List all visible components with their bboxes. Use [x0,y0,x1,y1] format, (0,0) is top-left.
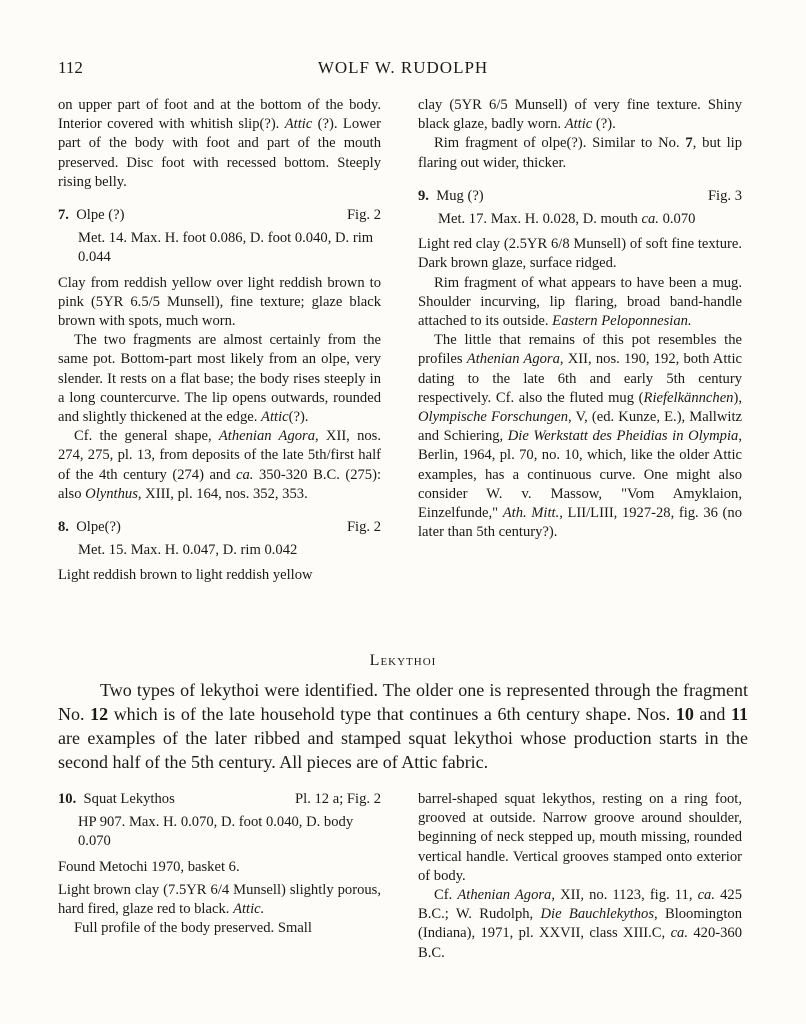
entry-10-description-cont: barrel-shaped squat lekythos, resting on a ring foot, grooved at outside. Narrow groove around shoulder, beginning of neck stepped up, mouth missing, rounded vertical handle. Vertical grooves stamped onto exterior of body. [418,791,742,884]
right-column [418,96,742,542]
entry-10-found: Found Metochi 1970, basket 6. [58,858,240,875]
entry-10-heading: 10. Squat Lekythos Pl. 12 a; Fig. 2 [58,790,381,809]
entry-8-meta: Met. 15. Max. H. 0.047, D. rim 0.042 [78,542,298,559]
entry-8-clay-start: Light reddish brown to light reddish yellow [58,567,313,584]
page-number: 112 [58,58,83,77]
bottom-left-column [58,790,381,938]
entry-7-meta: Met. 14. Max. H. foot 0.086, D. foot 0.040, D. rim 0.044 [78,230,374,266]
entry-10-meta: HP 907. Max. H. 0.070, D. foot 0.040, D. body 0.070 [78,814,354,850]
continuation-paragraph: on upper part of foot and at the bottom of the body. Interior covered with whitish slip(?). Attic (?). Lower part of the body with foot and part of the mouth preserved. Disc foot with recessed bottom. Steeply rising belly. [58,97,382,190]
entry-10-description-start: Full profile of the body preserved. Small [74,920,312,937]
entry-9-meta: Met. 17. Max. H. 0.028, D. mouth ca. 0.070 [438,211,696,228]
entry-9-comparanda: The little that remains of this pot resembles the profiles Athenian Agora, XII, nos. 190, 192, both Attic dating to the late 6th and early 5th century respectively. Cf. also the fluted mug (Riefelkännchen), Olympische Forschungen, V, (ed. Kunze, E.), Mallwitz and Schiering, Die Werkstatt des Pheidias in Olympia, Berlin, 1964, pl. 70, no. 10, which, like the older Attic examples, has a continuous curve. One might also consider W. v. Massow, "Vom Amyklaion, Einzelfunde," Ath. Mitt., LII/LIII, 1927-28, fig. 36 (no later than 5th century?). [418,332,742,541]
entry-7-heading: 7. Olpe (?) Fig. 2 [58,206,381,225]
entry-9-description: Rim fragment of what appears to have been a mug. Shoulder incurving, lip flaring, broad band-handle attached to its outside. Eastern Peloponnesian. [418,274,742,330]
section-title: Lekythoi [369,652,437,669]
entry-7-description: The two fragments are almost certainly from the same pot. Bottom-part most likely from an olpe, very slender. It rests on a flat base; the body rises steeply in a long countercurve. The lip opens outwards, rounded and slightly thickened at the edge. Attic(?). [58,332,381,426]
entry-8-heading: 8. Olpe(?) Fig. 2 [58,518,381,537]
entry-10-comparanda: Cf. Athenian Agora, XII, no. 1123, fig. 11, ca. 425 B.C.; W. Rudolph, Die Bauchlekythos, Bloomington (Indiana), 1971, pl. XXVII, class XIII.C, ca. 420-360 B.C. [418,887,743,961]
entry-7-clay: Clay from reddish yellow over light reddish brown to pink (5YR 6.5/5 Munsell), fine texture; glaze black brown with spots, much worn. [58,274,381,330]
bottom-right-column [418,790,742,963]
entry-10-clay: Light brown clay (7.5YR 6/4 Munsell) slightly porous, hard fired, glaze red to black. Attic. [58,881,381,918]
section-intro: Two types of lekythoi were identified. The older one is represented through the fragment No. 12 which is of the late household type that continues a 6th century shape. Nos. 10 and 11 are examples of the later ribbed and stamped squat lekythoi whose production starts in the second half of the 5th century. All pieces are of Attic fabric. [58,680,749,772]
entry-7-comparanda: Cf. the general shape, Athenian Agora, XII, nos. 274, 275, pl. 13, from deposits of the late 5th/first half of the 4th century (274) and ca. 350-320 B.C. (275): also Olynthus, XIII, pl. 164, nos. 352, 353. [58,428,381,502]
entry-10-fig: Pl. 12 a; Fig. 2 [295,791,381,807]
entry-8-description: Rim fragment of olpe(?). Similar to No. 7, but lip flaring out wider, thicker. [418,135,742,171]
entry-9-heading: 9. Mug (?) Fig. 3 [418,187,742,206]
left-column [58,96,381,586]
entry-7-fig: Fig. 2 [346,207,381,224]
entry-9-fig: Fig. 3 [707,187,742,204]
entry-9-clay: Light red clay (2.5YR 6/8 Munsell) of soft fine texture. Dark brown glaze, surface ridged. [418,236,742,272]
running-head: WOLF W. RUDOLPH [317,58,489,77]
entry-8-clay-cont: clay (5YR 6/5 Munsell) of very fine texture. Shiny black glaze, badly worn. Attic (?). [418,97,742,133]
entry-8-fig: Fig. 2 [346,519,381,536]
